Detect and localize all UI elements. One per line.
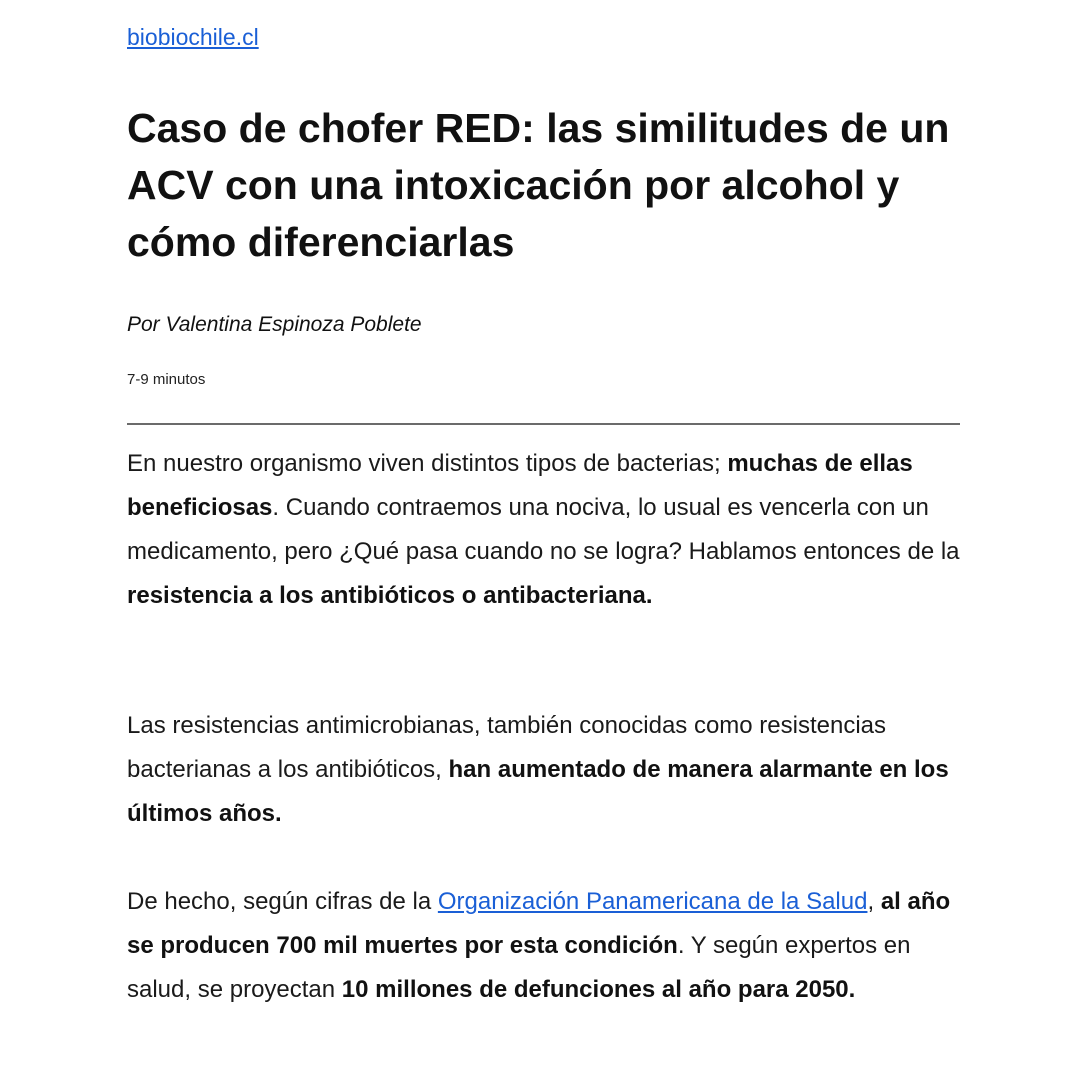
paragraph-3: [127, 880, 960, 1012]
paragraph-2-text-1: Las resistencias antimicrobianas, también conocidas como resistencias bacterianas a los antibióticos,: [127, 712, 887, 783]
paragraph-3-text-3: . Y según expertos en salud, se proyectan: [127, 932, 911, 1003]
header-divider: [127, 423, 960, 425]
site-domain-link[interactable]: biobiochile.cl: [127, 24, 259, 50]
paragraph-1-bold-2: resistencia a los antibióticos o antibacteriana.: [127, 582, 653, 609]
paragraph-3-text-2: ,: [867, 888, 881, 915]
paragraph-2-bold-1: han aumentado de manera alarmante en los últimos años.: [127, 756, 949, 827]
paragraph-2: [127, 704, 960, 836]
article-byline: Por Valentina Espinoza Poblete: [127, 313, 422, 336]
paragraph-3-text-1: De hecho, según cifras de la: [127, 888, 438, 915]
paragraph-3-bold-1: al año se producen 700 mil muertes por esta condición: [127, 888, 951, 959]
paragraph-3-bold-2: 10 millones de defunciones al año para 2050.: [341, 976, 856, 1003]
read-time: 7-9 minutos: [127, 371, 206, 388]
paragraph-1-bold-1: muchas de ellas beneficiosas: [127, 450, 913, 521]
paho-link[interactable]: Organización Panamericana de la Salud: [437, 888, 868, 915]
article-title: Caso de chofer RED: las similitudes de un ACV con una intoxicación por alcohol y cómo diferenciarlas: [127, 105, 950, 265]
paragraph-1-text-2: . Cuando contraemos una nociva, lo usual es vencerla con un medicamento, pero ¿Qué pasa cuando no se logra? Hablamos entonces de la: [127, 494, 960, 565]
paragraph-1-text-1: En nuestro organismo viven distintos tipos de bacterias;: [127, 450, 728, 477]
paragraph-1: [127, 442, 960, 618]
